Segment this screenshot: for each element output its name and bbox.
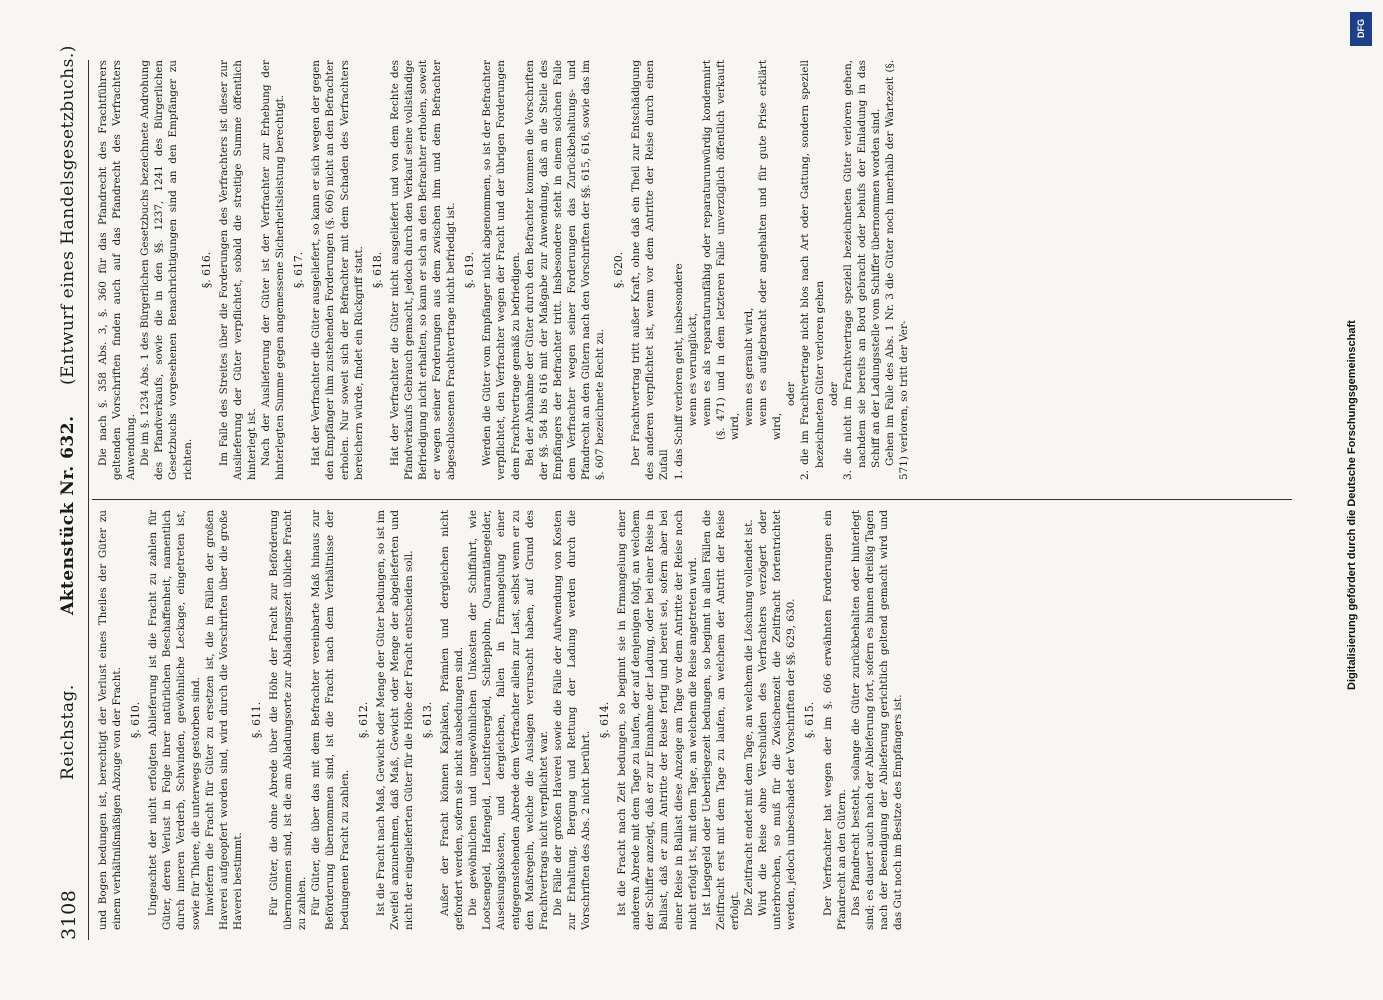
section-heading-619: §. 619. — [463, 251, 477, 289]
paragraph: Ist die Fracht nach Maß, Gewicht oder Menge der Güter bedungen, so ist im Zweifel anzunehmen, daß Maß, Gewicht oder Menge der abgelieferten und nicht der eingelieferten Güter für die Höhe der Fracht entscheiden soll. — [374, 510, 415, 930]
paragraph: Werden die Güter vom Empfänger nicht abgenommen, so ist der Befrachter verpflichtet, den Verfrachter wegen der Fracht und der übrigen Forderungen dem Frachtvertrage gemäß zu befriedigen. — [481, 60, 522, 480]
paragraph: Die im §. 1234 Abs. 1 des Bürgerlichen Gesetzbuchs bezeichnete Androhung des Pfandverkaufs, sowie die in den §§. 1237, 1241 des Bürgerlichen Gesetzbuchs vorgesehenen Benachrichtigungen sind an den Empfänger zu richten. — [139, 60, 194, 480]
header-rule — [88, 60, 89, 940]
paragraph: Im Falle des Streites über die Forderungen des Verfrachters ist dieser zur Auslieferung der Güter verpflichtet, sobald die streitige Summe öffentlich hinterlegt ist. — [217, 60, 258, 480]
list-subitem: wenn es als reparaturunfähig oder reparaturunwürdig kondemnirt (§. 471) und in dem letzteren Falle unverzüglich öffentlich verkauft wird, — [700, 60, 741, 440]
column-divider — [92, 499, 1292, 500]
section-heading-610: §. 610. — [129, 701, 143, 739]
paragraph: Die Zeitfracht endet mit dem Tage, an welchem die Löschung vollendet ist. — [743, 519, 756, 916]
running-head-aktenstueck: Aktenstück Nr. 632. — [58, 415, 78, 615]
paragraph: Bei der Abnahme der Güter durch den Befrachter kommen die Vorschriften der §§. 584 bis 616 mit der Maßgabe zur Anwendung, daß an die Stelle des Empfängers der Befrachter tritt. Insbesondere steht in einem solchen Falle dem Verfrachter wegen seiner Forderungen das Zurückbehaltungs- und Pfandrecht an den Gütern nach den Vorschriften der §§. 615, 616, sowie das im §. 607 bezeichnete Recht zu. — [523, 60, 607, 480]
page-number: 3108 — [58, 889, 80, 940]
paragraph: Nach der Auslieferung der Güter ist der Verfrachter zur Erhebung der hinterlegten Summe gegen angemessene Sicherheitsleistung berechtigt. — [260, 60, 287, 480]
paragraph: Die nach §. 358 Abs. 3, §. 360 für das Pfandrecht des Frachtführers geltenden Vorschriften finden auch auf das Pfandrecht des Verfrachters Anwendung. — [97, 60, 138, 480]
paragraph: Ist die Fracht nach Zeit bedungen, so beginnt sie in Ermangelung einer anderen Abrede mit dem Tage zu laufen, der auf denjenigen folgt, an welchem der Schiffer anzeigt, daß er zur Einnahme der Ladung, oder bei einer Reise in Ballast, daß er zum Antritte der Reise fertig und bereit sei, sofern aber bei einer Reise in Ballast diese Anzeige am Tage vor dem Antritte der Reise noch nicht erfolgt ist, mit dem Tage, an welchem die Reise angetreten wird. — [616, 510, 699, 930]
section-heading-618: §. 618. — [370, 251, 384, 289]
section-heading-617: §. 617. — [292, 251, 306, 289]
digitization-note: Digitalisierung gefördert durch die Deutsche Forschungsgemeinschaft — [1346, 320, 1358, 690]
paragraph: Für Güter, die über das mit dem Befrachter vereinbarte Maß hinaus zur Beförderung übernommen sind, ist die Fracht nach dem Verhältnisse der bedungenen Fracht zu zahlen. — [310, 510, 351, 930]
running-head-reichstag: Reichstag. — [58, 684, 78, 780]
paragraph: Die gewöhnlichen und ungewöhnlichen Unkosten der Schiffahrt, wie Lootsengeld, Hafengeld, Leuchtfeuergeld, Schlepplohn, Quarantänegelder, Auseisungskosten, und dergleichen, fallen in Ermangelung einer entgegenstehenden Abrede dem Verfrachter allein zur Last, selbst wenn er zu den Maßregeln, welche die Auslagen verursacht haben, auf Grund des Frachtvertrags nicht verpflichtet war. — [467, 510, 550, 930]
paragraph: Für Güter, die ohne Abrede über die Höhe der Fracht zur Beförderung übernommen sind, ist die am Abladungsorte zur Abladungszeit übliche Fracht zu zahlen. — [268, 510, 309, 930]
left-column — [96, 510, 905, 930]
paragraph: und Bogen bedungen ist, berechtigt der Verlust eines Theiles der Güter zu einem verhältnißmäßigen Abzuge von der Fracht. — [97, 510, 124, 930]
paragraph: Ist Liegegeld oder Ueberliegezeit bedungen, so beginnt in allen Fällen die Zeitfracht erst mit dem Tage zu laufen, an welchem der Antritt der Reise erfolgt. — [700, 510, 741, 930]
paragraph: Wird die Reise ohne Verschulden des Verfrachters verzögert oder unterbrochen, so muß für die Zwischenzeit die Zeitfracht fortentrichtet werden, jedoch unbeschadet der Vorschriften der §§. 629, 630. — [757, 510, 798, 930]
section-heading-614: §. 614. — [598, 701, 612, 739]
paragraph: Der Verfrachter hat wegen der im §. 606 erwähnten Forderungen ein Pfandrecht an den Gütern. — [821, 510, 848, 930]
section-heading-611: §. 611. — [249, 701, 263, 739]
right-column — [96, 60, 911, 480]
running-head — [58, 45, 88, 940]
paragraph: Inwiefern die Fracht für Güter zu ersetzen ist, die in Fällen der großen Haverei aufgeopfert worden sind, wird durch die Vorschriften über die große Haverei bestimmt. — [203, 510, 244, 930]
section-heading-613: §. 613. — [420, 701, 434, 739]
conjunction: oder — [827, 381, 840, 406]
section-heading-616: §. 616. — [199, 251, 213, 289]
paragraph: Die Fälle der großen Haverei sowie die Fälle der Aufwendung von Kosten zur Erhaltung, Bergung und Rettung der Ladung werden durch die Vorschriften des Abs. 2 nicht berührt. — [551, 510, 592, 930]
paragraph: Hat der Verfrachter die Güter nicht ausgeliefert und von dem Rechte des Pfandverkaufs Gebrauch gemacht, jedoch durch den Verkauf seine vollständige Befriedigung nicht erhalten, so kann er sich an den Befrachter erholen, soweit er wegen seiner Forderungen aus dem zwischen ihm und dem Befrachter abgeschlossenen Frachtvertrage nicht befriedigt ist. — [388, 60, 458, 480]
paragraph: Gehen im Falle des Abs. 1 Nr. 3 die Güter noch innerhalb der Wartezeit (§. 571) verloren, so tritt der Ver- — [883, 60, 911, 480]
paragraph: Der Frachtvertrag tritt außer Kraft, ohne daß ein Theil zur Entschädigung des anderen verpflichtet ist, wenn vor dem Antritte der Reise durch einen Zufall — [630, 60, 671, 480]
conjunction: oder — [785, 381, 798, 406]
list-subitem: wenn es geraubt wird, — [743, 307, 756, 426]
section-heading-615: §. 615. — [803, 701, 817, 739]
section-heading-612: §. 612. — [356, 701, 370, 739]
paragraph: Hat der Verfrachter die Güter ausgeliefert, so kann er sich wegen der gegen den Empfänger ihm zustehenden Forderungen (§. 606) nicht an den Befrachter erholen. Nur soweit sich der Befrachter mit dem Schaden des Verfrachters bereichern würde, findet ein Rückgriff statt. — [310, 60, 365, 480]
paragraph: Außer der Fracht können Kaplaken, Prämien und dergleichen nicht gefordert werden, sofern sie nicht ausbedungen sind. — [439, 510, 466, 930]
running-head-entwurf: (Entwurf eines Handelsgesetzbuchs.) — [58, 45, 78, 385]
list-subitem: wenn es aufgebracht oder angehalten und für gute Prise erklärt wird, — [757, 60, 784, 440]
list-item: 1. das Schiff verloren geht, insbesondere — [672, 263, 685, 480]
dfg-logo: DFG — [1350, 12, 1372, 46]
list-item: 3. die nicht im Frachtvertrage speziell bezeichneten Güter verloren gehen, nachdem sie bereits an Bord gebracht oder behufs der Einladung in das Schiff an der Ladungsstelle vom Schiffer übernommen worden sind. — [841, 60, 882, 480]
paragraph: Das Pfandrecht besteht, solange die Güter zurückbehalten oder hinterlegt sind; es dauert auch nach der Ablieferung fort, sofern es binnen dreißig Tagen nach der Beendigung der Ablieferung gerichtlich geltend gemacht wird und das Gut noch im Besitze des Empfängers ist. — [849, 510, 904, 930]
paragraph: Ungeachtet der nicht erfolgten Ablieferung ist die Fracht zu zahlen für Güter, deren Verlust in Folge ihrer natürlichen Beschaffenheit, namentlich durch inneren Verderb, Schwinden, gewöhnliche Leckage, eingetreten ist, sowie für Thiere, die unterwegs gestorben sind. — [147, 510, 202, 930]
section-heading-620: §. 620. — [612, 251, 626, 289]
list-item: 2. die im Frachtvertrage nicht blos nach Art oder Gattung, sondern speziell bezeichneten Güter verloren gehen — [799, 60, 826, 480]
list-subitem: wenn es verunglückt, — [686, 312, 699, 426]
